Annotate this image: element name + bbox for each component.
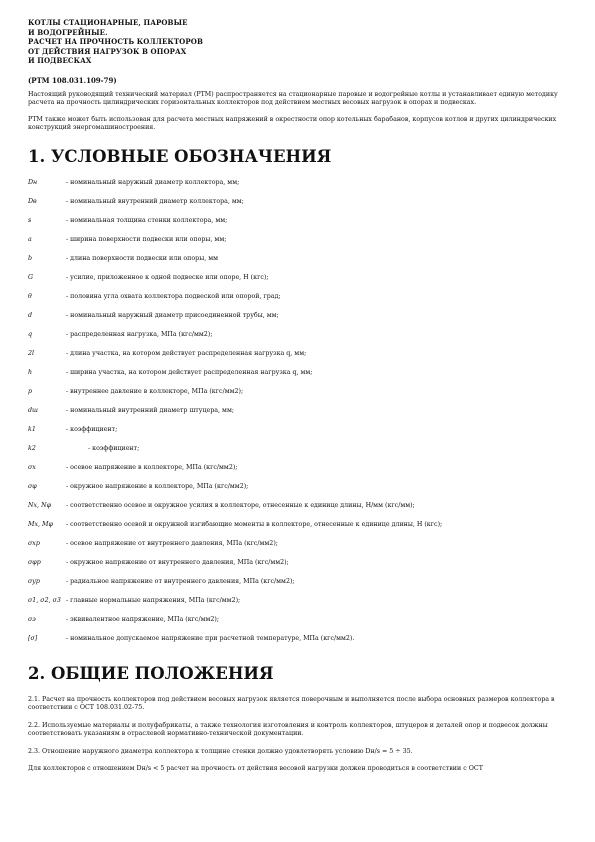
- definition-row: [28, 483, 568, 502]
- definition-text: - радиальное напряжение от внутреннего давления, МПа (кгс/мм2);: [66, 577, 295, 585]
- title-line: И ВОДОГРЕЙНЫЕ.: [28, 27, 108, 37]
- definition-symbol: σyp: [28, 577, 40, 585]
- definition-row: [28, 179, 568, 198]
- definition-row: [28, 388, 568, 407]
- definition-text: - коэффициент;: [66, 444, 140, 452]
- definition-text: - ширина поверхности подвески или опоры, мм;: [66, 235, 227, 243]
- title-line: РАСЧЕТ НА ПРОЧНОСТЬ КОЛЛЕКТОРОВ: [28, 37, 203, 46]
- intro-paragraph: Настоящий руководящий технический материал (РТМ) распространяется на стационарные паровые и водогрейные котлы и устанавливает единую методику расчета на прочность цилиндрических горизонтальных коллекторов под действием местных весовых нагрузок в опорах и подвесках.: [28, 90, 558, 106]
- definition-text: - окружное напряжение от внутреннего давления, МПа (кгс/мм2);: [66, 558, 289, 566]
- definition-symbol: d: [28, 311, 33, 319]
- definition-row: [28, 293, 568, 312]
- body-paragraph: 2.2. Используемые материалы и полуфабрикаты, а также технология изготовления и контроль коллекторов, штуцеров и деталей опор и подвесок должны соответствовать указаниям в отраслевой нормативно-технической документации.: [28, 721, 548, 737]
- definition-row: [28, 540, 568, 559]
- definition-text: - осевое напряжение в коллекторе, МПа (кгс/мм2);: [66, 463, 238, 471]
- document-header: [28, 18, 568, 85]
- definition-text: - номинальный наружный диаметр коллектора, мм;: [66, 178, 240, 186]
- definition-row: [28, 217, 568, 236]
- definition-symbol: Dв: [28, 197, 37, 205]
- definition-row: [28, 236, 568, 255]
- definition-row: [28, 274, 568, 293]
- title-line: И ПОДВЕСКАХ: [28, 56, 92, 65]
- title-line: ОТ ДЕЙСТВИЯ НАГРУЗОК В ОПОРАХ: [28, 46, 187, 56]
- definition-text: - внутреннее давление в коллекторе, МПа (кгс/мм2);: [66, 387, 244, 395]
- definition-symbol: σэ: [28, 615, 36, 623]
- document-code: (РТМ 108.031.109-79): [28, 75, 117, 85]
- section-2: [28, 664, 568, 774]
- definition-text: - номинальная толщина стенки коллектора, мм;: [66, 216, 228, 224]
- definition-row: [28, 559, 568, 578]
- definition-row: [28, 635, 568, 654]
- body-paragraph: Для коллекторов с отношением Dн/s < 5 расчет на прочность от действия весовой нагрузки должен проводиться в соответствии с ОСТ: [28, 765, 483, 772]
- body-paragraph: 2.3. Отношение наружного диаметра коллектора к толщине стенки должно удовлетворять условию Dн/s = 5 ÷ 35.: [28, 747, 413, 755]
- definition-symbol: G: [28, 273, 34, 281]
- definition-symbol: Dн: [28, 178, 38, 186]
- definition-row: [28, 255, 568, 274]
- definition-text: - соответственно осевое и окружное усилия в коллекторе, отнесенные к единице длины, Н/мм (кгс/мм);: [66, 501, 415, 509]
- definition-symbol: σφp: [28, 558, 41, 566]
- section-heading: 2. ОБЩИЕ ПОЛОЖЕНИЯ: [28, 663, 274, 683]
- definition-text: - длина участка, на котором действует распределенная нагрузка q, мм;: [66, 349, 307, 357]
- intro-paragraph: РТМ также может быть использован для расчета местных напряжений в окрестности опор котельных барабанов, корпусов котлов и других цилиндрических конструкций энергомашиностроения.: [28, 115, 557, 131]
- definition-text: - окружное напряжение в коллекторе, МПа (кгс/мм2);: [66, 482, 249, 490]
- definition-symbol: a: [28, 235, 32, 243]
- definition-symbol: q: [28, 330, 33, 338]
- definition-symbol: σx: [28, 463, 36, 471]
- definition-row: [28, 407, 568, 426]
- definitions-list: [28, 179, 568, 654]
- section-heading: 1. УСЛОВНЫЕ ОБОЗНАЧЕНИЯ: [28, 146, 332, 166]
- definition-row: [28, 312, 568, 331]
- definition-symbol: Nx, Nφ: [28, 501, 51, 509]
- definition-text: - распределенная нагрузка, МПа (кгс/мм2);: [66, 330, 213, 338]
- body-paragraph: 2.1. Расчет на прочность коллекторов под действием весовых нагрузок является поверочным и выполняется после выбора основных размеров коллектора в соответствии с ОСТ 108.031.02-75.: [28, 695, 555, 711]
- definition-symbol: σφ: [28, 482, 37, 490]
- definition-symbol: dш: [28, 406, 38, 414]
- definition-symbol: [σ]: [28, 634, 38, 642]
- definition-row: [28, 578, 568, 597]
- definition-symbol: p: [28, 387, 33, 395]
- definition-text: - усилие, приложенное к одной подвеске или опоре, Н (кгс);: [66, 273, 269, 281]
- definition-symbol: θ: [28, 292, 32, 300]
- definition-text: - соответственно осевой и окружной изгибающие моменты в коллекторе, отнесенные к единице длины, Н (кгс);: [66, 520, 443, 528]
- definition-text: - номинальное допускаемое напряжение при расчетной температуре, МПа (кгс/мм2).: [66, 634, 355, 642]
- title-line: КОТЛЫ СТАЦИОНАРНЫЕ, ПАРОВЫЕ: [28, 18, 188, 27]
- definition-row: [28, 616, 568, 635]
- definition-symbol: h: [28, 368, 33, 376]
- definition-text: - коэффициент;: [66, 425, 118, 433]
- definition-text: - половина угла охвата коллектора подвеской или опорой, град;: [66, 292, 281, 300]
- definition-row: [28, 464, 568, 483]
- definition-text: - длина поверхности подвески или опоры, мм: [66, 254, 219, 262]
- definition-row: [28, 350, 568, 369]
- definition-text: - номинальный внутренний диаметр штуцера, мм;: [66, 406, 234, 414]
- definition-symbol: k2: [28, 444, 36, 452]
- definition-text: - номинальный наружный диаметр присоединенной трубы, мм;: [66, 311, 279, 319]
- document-page: [28, 18, 568, 774]
- definition-symbol: σxp: [28, 539, 40, 547]
- definition-symbol: σ1, σ2, σ3: [28, 596, 61, 604]
- definition-text: - главные нормальные напряжения, МПа (кгс/мм2);: [66, 596, 241, 604]
- definition-symbol: Mx, Mφ: [28, 520, 53, 528]
- definition-symbol: 2l: [28, 349, 35, 357]
- definition-symbol: k1: [28, 425, 36, 433]
- definition-text: - номинальный внутренний диаметр коллектора, мм;: [66, 197, 244, 205]
- definition-text: - осевое напряжение от внутреннего давления, МПа (кгс/мм2);: [66, 539, 278, 547]
- definition-row: [28, 502, 568, 521]
- definition-row: [28, 198, 568, 217]
- definition-symbol: s: [28, 216, 32, 224]
- definition-row: [28, 426, 568, 445]
- definition-row: [28, 331, 568, 350]
- definition-text: - ширина участка, на котором действует распределенная нагрузка q, мм;: [66, 368, 313, 376]
- definition-row: [28, 369, 568, 388]
- definition-text: - эквивалентное напряжение, МПа (кгс/мм2);: [66, 615, 219, 623]
- definition-row: [28, 597, 568, 616]
- definition-row: [28, 521, 568, 540]
- definition-row: [28, 445, 568, 464]
- definition-symbol: b: [28, 254, 33, 262]
